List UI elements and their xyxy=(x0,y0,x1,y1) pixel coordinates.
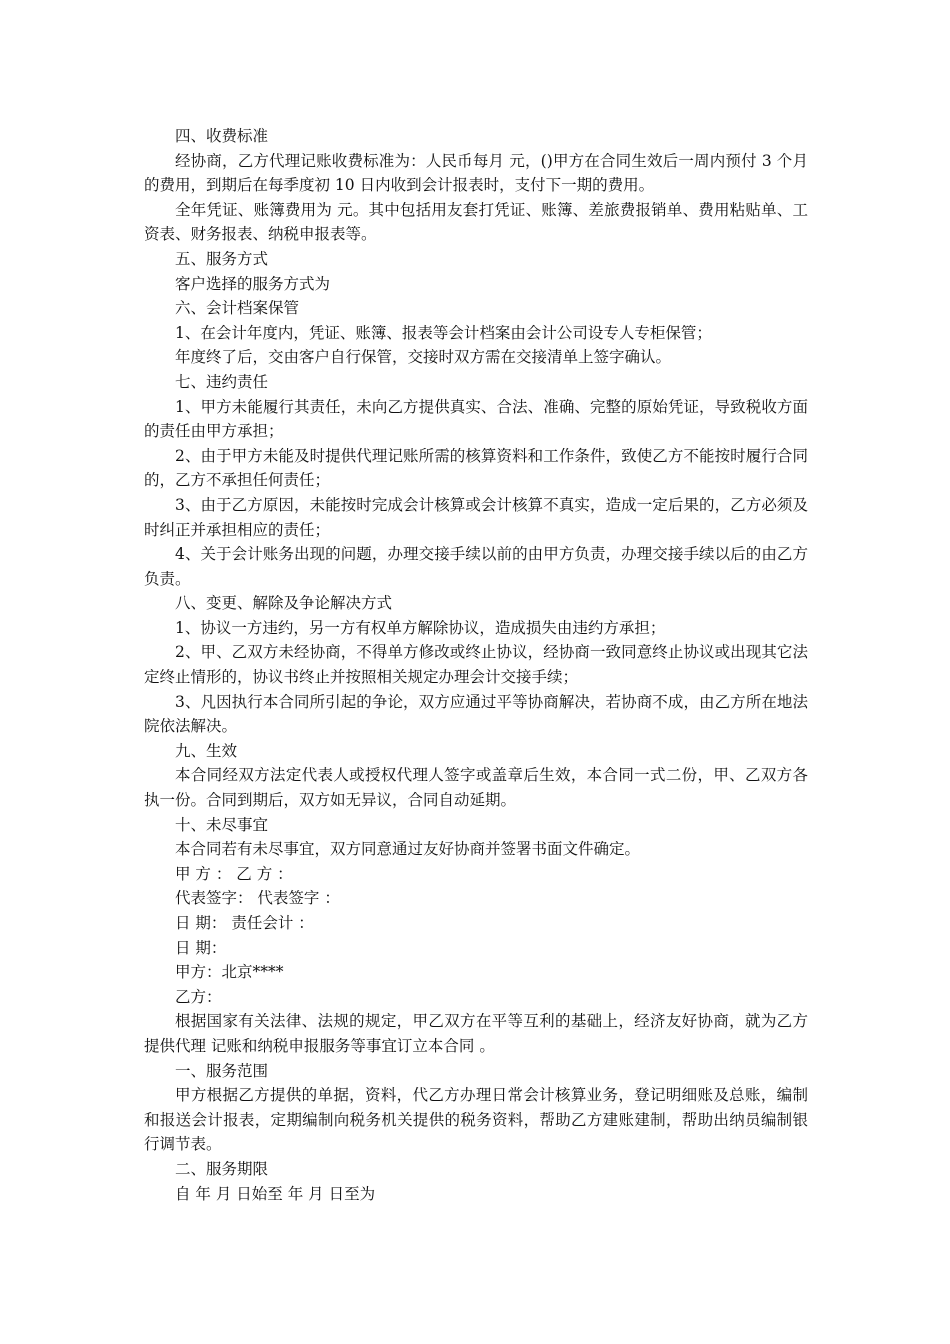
heading-fee-standard: 四、收费标准 xyxy=(175,127,269,145)
paragraph-outstanding-matters: 本合同若有未尽事宜，双方同意通过友好协商并签署书面文件确定。 xyxy=(175,840,641,859)
document-page xyxy=(144,124,808,1206)
paragraph-breach-1: 1、甲方未能履行其责任，未向乙方提供真实、合法、准确、完整的原始凭证，导致税收方面的责任由甲方承担； xyxy=(144,397,808,441)
heading-service-scope: 一、服务范围 xyxy=(175,1061,269,1080)
paragraph-annual-fee: 全年凭证、账簿费用为 元。其中包括用友套打凭证、账簿、差旅费报销单、费用粘贴单、工资表、财务报表、纳税申报表等。 xyxy=(144,200,808,244)
heading-service-period: 二、服务期限 xyxy=(175,1159,269,1178)
paragraph-service-mode: 客户选择的服务方式为 xyxy=(175,274,331,293)
paragraph-dispute-2: 2、甲、乙双方未经协商，不得单方修改或终止协议，经协商一致同意终止协议或出现其它法定终止情形的，协议书终止并按照相关规定办理会计交接手续； xyxy=(144,643,808,687)
paragraph-effectiveness: 本合同经双方法定代表人或授权代理人签字或盖章后生效，本合同一式二份，甲、乙双方各执一份。合同到期后，双方如无异议，合同自动延期。 xyxy=(144,766,808,810)
heading-breach-liability: 七、违约责任 xyxy=(175,372,269,391)
heading-outstanding-matters: 十、未尽事宜 xyxy=(175,815,269,834)
signature-date-accountant: 日 期： 责任会计 ： xyxy=(175,914,314,932)
party-b: 乙方： xyxy=(175,987,222,1006)
paragraph-dispute-3: 3、凡因执行本合同所引起的争论，双方应通过平等协商解决，若协商不成，由乙方所在地法院依法解决。 xyxy=(144,692,808,736)
paragraph-archive-2: 年度终了后，交由客户自行保管，交接时双方需在交接清单上签字确认。 xyxy=(175,348,672,367)
paragraph-preamble: 根据国家有关法律、法规的规定，甲乙双方在平等互利的基础上，经济友好协商，就为乙方提供代理 记账和纳税申报服务等事宜订立本合同 。 xyxy=(144,1012,808,1055)
paragraph-breach-4: 4、关于会计账务出现的问题，办理交接手续以前的由甲方负责，办理交接手续以后的由乙方负责。 xyxy=(144,545,808,588)
paragraph-dispute-1: 1、协议一方违约，另一方有权单方解除协议，造成损失由违约方承担； xyxy=(175,618,666,637)
heading-archive-custody: 六、会计档案保管 xyxy=(175,299,300,318)
paragraph-breach-3: 3、由于乙方原因，未能按时完成会计核算或会计核算不真实，造成一定后果的，乙方必须及时纠正并承担相应的责任； xyxy=(144,495,808,539)
heading-dispute-resolution: 八、变更、解除及争论解决方式 xyxy=(175,594,393,613)
party-a: 甲方：北京**** xyxy=(175,963,284,982)
heading-service-mode: 五、服务方式 xyxy=(175,249,269,268)
heading-effectiveness: 九、生效 xyxy=(175,741,238,760)
paragraph-breach-2: 2、由于甲方未能及时提供代理记账所需的核算资料和工作条件，致使乙方不能按时履行合同的，乙方不承担任何责任； xyxy=(144,446,808,490)
signature-parties: 甲 方 ： 乙 方 ： xyxy=(175,864,293,883)
paragraph-fee-terms: 经协商，乙方代理记账收费标准为：人民币每月 元，()甲方在合同生效后一周内预付 3 个月的费用，到期后在每季度初 10 日内收到会计报表时，支付下一期的费用。 xyxy=(144,151,808,195)
paragraph-service-period: 自 年 月 日始至 年 月 日至为 xyxy=(175,1184,376,1203)
paragraph-service-scope: 甲方根据乙方提供的单据，资料，代乙方办理日常会计核算业务，登记明细账及总账，编制和报送会计报表，定期编制向税务机关提供的税务资料，帮助乙方建账建制，帮助出纳员编制银行调节表。 xyxy=(144,1086,808,1154)
paragraph-archive-1: 1、在会计年度内，凭证、账簿、报表等会计档案由会计公司设专人专柜保管； xyxy=(175,323,712,342)
signature-date: 日 期： xyxy=(175,938,227,957)
signature-representatives: 代表签字： 代表签字 ： xyxy=(175,889,340,908)
